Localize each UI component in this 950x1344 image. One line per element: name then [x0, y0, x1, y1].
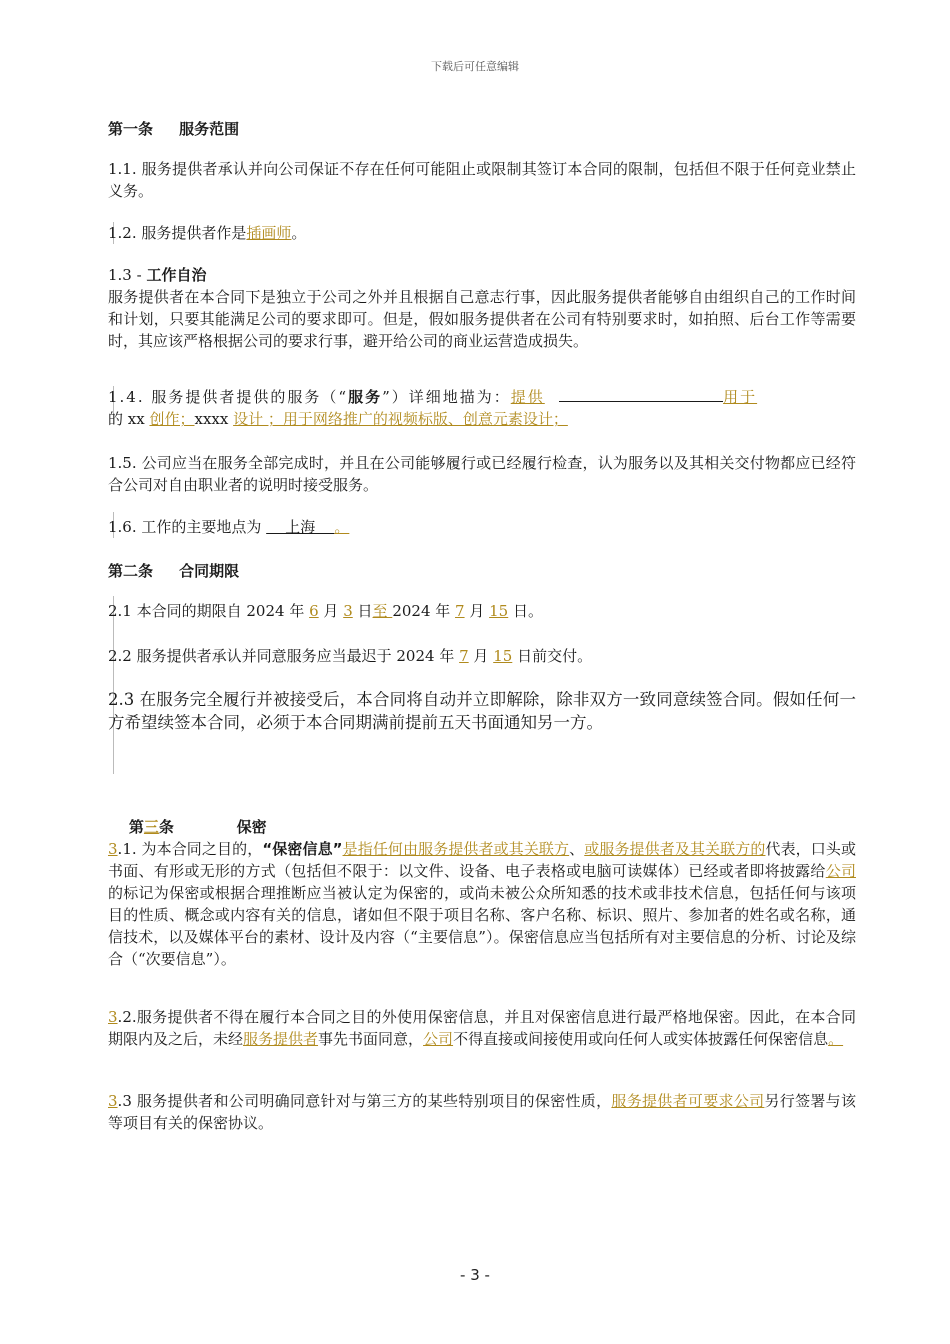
revision-text: 用于 — [723, 388, 758, 406]
clause-2-2: 2.2 服务提供者承认并同意服务应当最迟于 2024 年 7 月 15 日前交付。 — [108, 647, 593, 665]
page-number: - 3 - — [460, 1266, 490, 1284]
section-title: 第三条 保密 — [128, 818, 267, 836]
revision-text: 插画师 — [246, 224, 292, 242]
clause-3-2: 3.2.服务提供者不得在履行本合同之目的外使用保密信息，并且对保密信息进行最严格地保密。因此，在本合同期限内及之后，未经服务提供者事先书面同意，公司不得直接或间接使用或向任何人或实体披露任何保密信息。 — [108, 1008, 856, 1048]
clause-2-1: 2.1 本合同的期限自 2024 年 6 月 3 日至 2024 年 7 月 15 日。 — [108, 602, 543, 620]
clause-3-1: 3.1. 为本合同之目的，“保密信息”是指任何由服务提供者或其关联方、或服务提供者及其关联方的代表，口头或书面、有形或无形的方式（包括但不限于：以文件、设备、电子表格或电脑可读媒体）已经或者即将披露给公司的标记为保密或根据合理推断应当被认定为保密的，或尚未被公众所知悉的技术或非技术信息，包括任何与该项目的性质、概念或内容有关的信息，诸如但不限于项目名称、客户名称、标识、照片、参加者的姓名或名称，通信技术，以及媒体平台的素材、设计及内容（“主要信息”）。保密信息应当包括所有对主要信息的分析、讨论及综合（“次要信息”）。 — [108, 840, 856, 968]
clause-1-3-heading: 1.3 - 工作自治 — [108, 266, 207, 284]
clause-1-1: 1.1. 服务提供者承认并向公司保证不存在任何可能阻止或限制其签订本合同的限制，包括但不限于任何竞业禁止义务。 — [108, 160, 856, 200]
clause-1-3-body: 服务提供者在本合同下是独立于公司之外并且根据自己意志行事，因此服务提供者能够自由组织自己的工作时间和计划，只要其能满足公司的要求即可。但是，假如服务提供者在公司有特别要求时，如拍照、后台工作等需要时，其应该严格根据公司的要求行事，避开给公司的商业运营造成损失。 — [108, 288, 856, 350]
section-title: 第二条 合同期限 — [108, 562, 240, 580]
revision-text: 提供 — [510, 388, 545, 406]
clause-2-3: 2.3 在服务完全履行并被接受后，本合同将自动并立即解除，除非双方一致同意续签合同。假如任何一方希望续签本合同，必须于本合同期满前提前五天书面通知另一方。 — [108, 690, 856, 732]
clause-1-4-line1: 1.4. 服务提供者提供的服务（“服务”）详细地描为：提供 用于 — [108, 388, 758, 406]
page-header: 下载后可任意编辑 — [431, 60, 519, 73]
revision-bar — [113, 596, 114, 774]
work-location: 上海 — [266, 518, 335, 536]
clause-1-6: 1.6. 工作的主要地点为 上海 。 — [108, 518, 350, 536]
revision-text: 设计 ；用于网络推广的视频标版、创意元素设计； — [233, 410, 568, 428]
revision-text: 。 — [334, 518, 350, 536]
section-title: 第一条 服务范围 — [108, 120, 240, 138]
clause-1-4-line2: 的 xx 创作；xxxx 设计 ；用于网络推广的视频标版、创意元素设计； — [108, 410, 568, 428]
clause-3-3: 3.3 服务提供者和公司明确同意针对与第三方的某些特别项目的保密性质，服务提供者可要求公司另行签署与该等项目有关的保密协议。 — [108, 1092, 856, 1132]
clause-1-5: 1.5. 公司应当在服务全部完成时，并且在公司能够履行或已经履行检查，认为服务以及其相关交付物都应已经符合公司对自由职业者的说明时接受服务。 — [108, 454, 856, 494]
clause-1-2: 1.2. 服务提供者作是插画师。 — [108, 224, 307, 242]
revision-text: 创作； — [149, 410, 195, 428]
fill-in-blank — [559, 387, 723, 402]
